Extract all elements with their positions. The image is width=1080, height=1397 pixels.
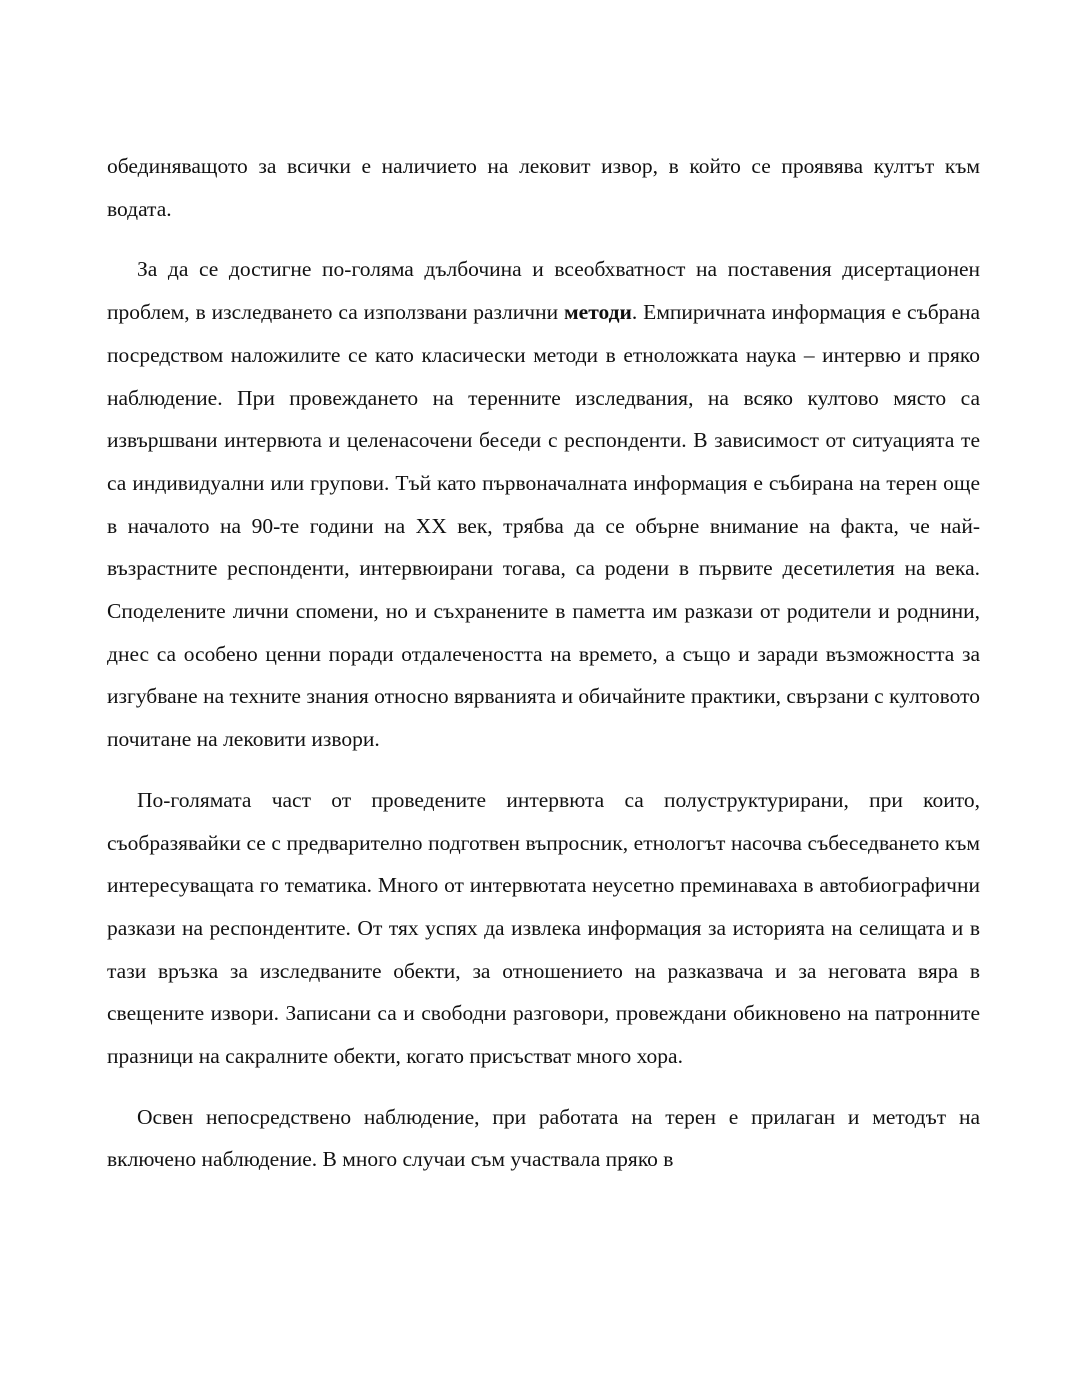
paragraph-continuation: обединяващото за всички е наличието на лековит извор, в който се проявява култът към водата. — [107, 154, 980, 221]
paragraph-interviews: По-голямата част от проведените интервюта са полуструктурирани, при които, съобразявайки се с предварително подготвен въпросник, етнологът насочва събеседването към интересуващата го тематика. Много от интервютата неусетно преминаваха в автобиографични разкази на респондентите. От тях успях да извлека информация за историята на селищата и в тази връзка за изследваните обекти, за отношението на разказвача и за неговата вяра в свещените извори. Записани са и свободни разговори, провеждани обикновено на патронните празници на сакралните обекти, когато присъстват много хора. — [107, 787, 980, 1069]
body-text — [107, 145, 980, 1181]
paragraph-observation: Освен непосредствено наблюдение, при работата на терен е прилаган и методът на включено наблюдение. В много случаи съм участвала пряко в — [107, 1104, 980, 1172]
methods-bold-term: методи — [564, 300, 632, 325]
paragraph-methods-lead: За да се достигне по-голяма дълбочина и всеобхватност на поставения дисертационен проблем, в изследването са използвани различни — [107, 257, 980, 325]
paragraph-methods-rest: . Емпиричната информация е събрана посредством наложилите се като класически методи в етноложката наука – интервю и пряко наблюдение. При провеждането на теренните изследвания, на всяко култово място са извършвани интервюта и целенасочени беседи с респонденти. В зависимост от ситуацията те са индивидуални или групови. Тъй като първоначалната информация е събирана на терен още в началото на 90-те години на XX век, трябва да се обърне внимание на факта, че най-възрастните респонденти, интервюирани тогава, са родени в първите десетилетия на века. Споделените лични спомени, но и съхранените в паметта им разкази от родители и роднини, днес са особено ценни поради отдалечеността на времето, а също и заради възможността за изгубване на техните знания относно вярванията и обичайните практики, свързани с култовото почитане на лековити извори. — [107, 300, 980, 752]
paragraph-methods — [107, 248, 980, 760]
